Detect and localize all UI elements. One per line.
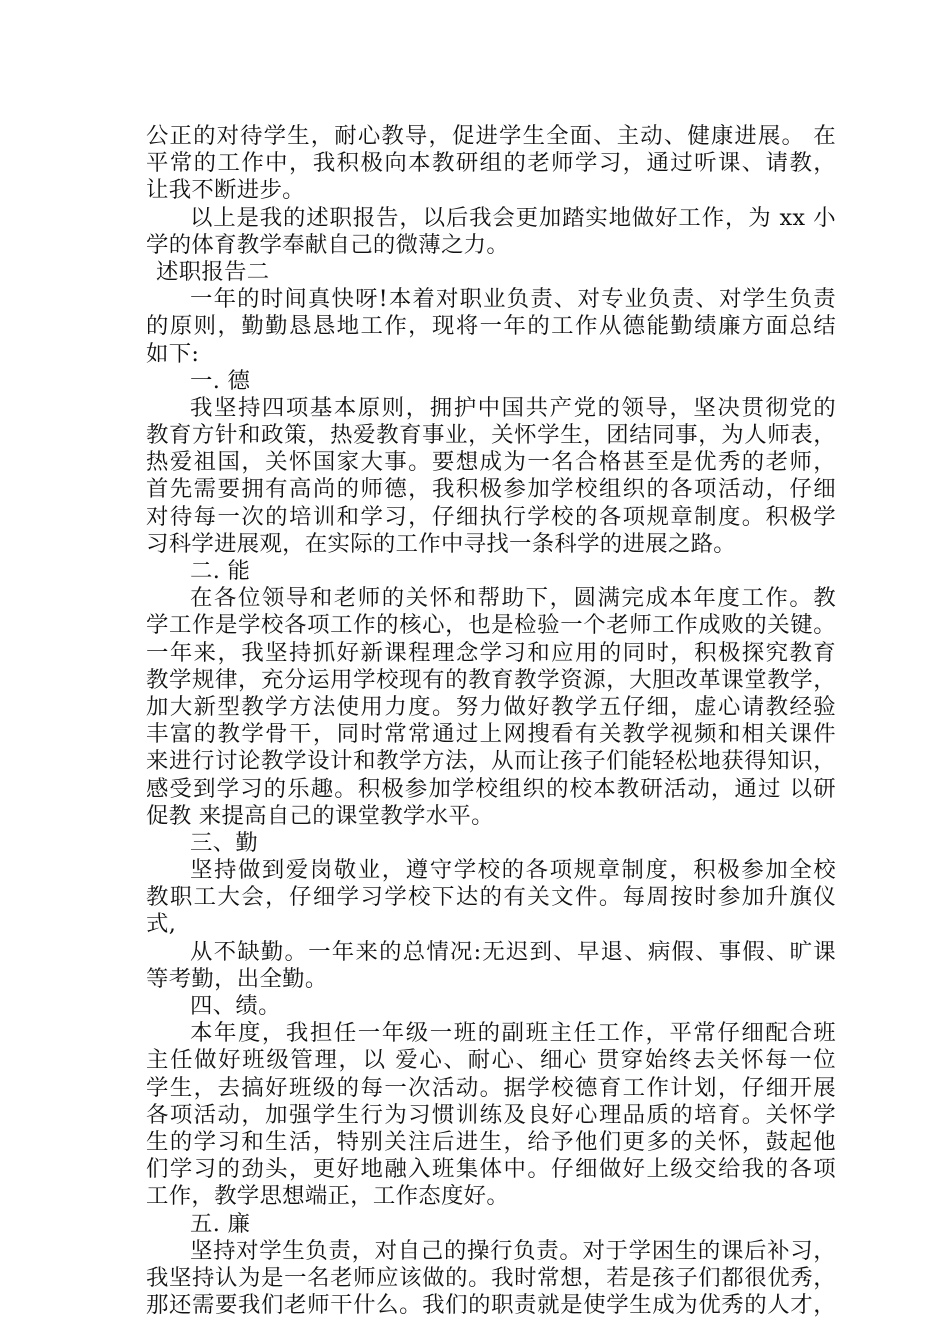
document-text-line: 式,: [146, 911, 177, 938]
document-text-line: 对待每一次的培训和学习，仔细执行学校的各项规章制度。积极学: [146, 503, 836, 530]
document-text-line: 来进行讨论教学设计和教学方法，从而让孩子们能轻松地获得知识，: [146, 748, 836, 775]
document-text-line: 平常的工作中，我积极向本教研组的老师学习，通过听课、请教，: [146, 150, 836, 177]
document-text-line: 学生，去搞好班级的每一次活动。据学校德育工作计划，仔细开展: [146, 1074, 836, 1101]
document-text-line: 那还需要我们老师干什么。我们的职责就是使学生成为优秀的人才，: [146, 1292, 836, 1319]
document-body: [146, 123, 836, 1319]
document-text-line: 教学规律，充分运用学校现有的教育教学资源，大胆改革课堂教学，: [146, 666, 836, 693]
document-text-line: 各项活动，加强学生行为习惯训练及良好心理品质的培育。关怀学: [146, 1101, 836, 1128]
document-text-line: 如下:: [146, 340, 200, 367]
document-text-line: 主任做好班级管理，以 爱心、耐心、细心 贯穿始终去关怀每一位: [146, 1047, 836, 1074]
document-text-line: 述职报告二: [156, 258, 270, 285]
document-text-line: 生的学习和生活，特别关注后进生，给予他们更多的关怀，鼓起他: [146, 1128, 836, 1155]
document-text-line: 我坚持认为是一名老师应该做的。我时常想，若是孩子们都很优秀，: [146, 1264, 836, 1291]
document-text-line: 促教 来提高自己的课堂教学水平。: [146, 802, 494, 829]
document-text-line: 教育方针和政策，热爱教育事业，关怀学生，团结同事，为人师表，: [146, 422, 836, 449]
document-text-line: 一年来，我坚持抓好新课程理念学习和应用的同时，积极探究教育: [146, 639, 836, 666]
document-text-line: 坚持做到爱岗敬业，遵守学校的各项规章制度，积极参加全校: [190, 857, 836, 884]
document-text-line: 让我不断进步。: [146, 177, 305, 204]
document-text-line: 从不缺勤。一年来的总情况:无迟到、早退、病假、事假、旷课: [190, 938, 836, 965]
document-text-line: 丰富的教学骨干，同时常常通过上网搜看有关教学视频和相关课件: [146, 721, 836, 748]
document-text-line: 热爱祖国，关怀国家大事。要想成为一名合格甚至是优秀的老师，: [146, 449, 836, 476]
document-text-line: 本年度，我担任一年级一班的副班主任工作，平常仔细配合班: [190, 1020, 836, 1047]
document-text-line: 加大新型教学方法使用力度。努力做好教学五仔细，虚心请教经验: [146, 693, 836, 720]
document-text-line: 二. 能: [190, 558, 251, 584]
document-text-line: 以上是我的述职报告，以后我会更加踏实地做好工作，为 xx 小: [190, 204, 836, 231]
document-text-line: 首先需要拥有高尚的师德，我积极参加学校组织的各项活动，仔细: [146, 476, 836, 503]
document-text-line: 等考勤，出全勤。: [146, 965, 328, 992]
document-text-line: 我坚持四项基本原则，拥护中国共产党的领导，坚决贯彻党的: [190, 394, 836, 421]
document-text-line: 教职工大会，仔细学习学校下达的有关文件。每周按时参加升旗仪: [146, 884, 836, 911]
document-text-line: 四、绩。: [190, 993, 281, 1019]
document-text-line: 的原则，勤勤恳恳地工作，现将一年的工作从德能勤绩廉方面总结: [146, 313, 836, 340]
document-text-line: 们学习的劲头，更好地融入班集体中。仔细做好上级交给我的各项: [146, 1156, 836, 1183]
document-text-line: 三、勤: [190, 829, 259, 856]
document-text-line: 坚持对学生负责，对自己的操行负责。对于学困生的课后补习，: [190, 1237, 836, 1264]
document-text-line: 一年的时间真快呀!本着对职业负责、对专业负责、对学生负责: [190, 286, 836, 313]
document-text-line: 公正的对待学生，耐心教导，促进学生全面、主动、健康进展。 在: [146, 123, 836, 149]
document-text-line: 一. 德: [190, 367, 251, 394]
document-text-line: 五. 廉: [190, 1210, 251, 1237]
document-text-line: 在各位领导和老师的关怀和帮助下，圆满完成本年度工作。教: [190, 585, 836, 612]
document-text-line: 学工作是学校各项工作的核心，也是检验一个老师工作成败的关键。: [146, 612, 836, 639]
document-text-line: 学的体育教学奉献自己的微薄之力。: [146, 231, 510, 258]
document-text-line: 感受到学习的乐趣。积极参加学校组织的校本教研活动，通过 以研: [146, 775, 836, 802]
document-text-line: 工作，教学思想端正，工作态度好。: [146, 1183, 510, 1210]
document-text-line: 习科学进展观，在实际的工作中寻找一条科学的进展之路。: [146, 530, 736, 557]
